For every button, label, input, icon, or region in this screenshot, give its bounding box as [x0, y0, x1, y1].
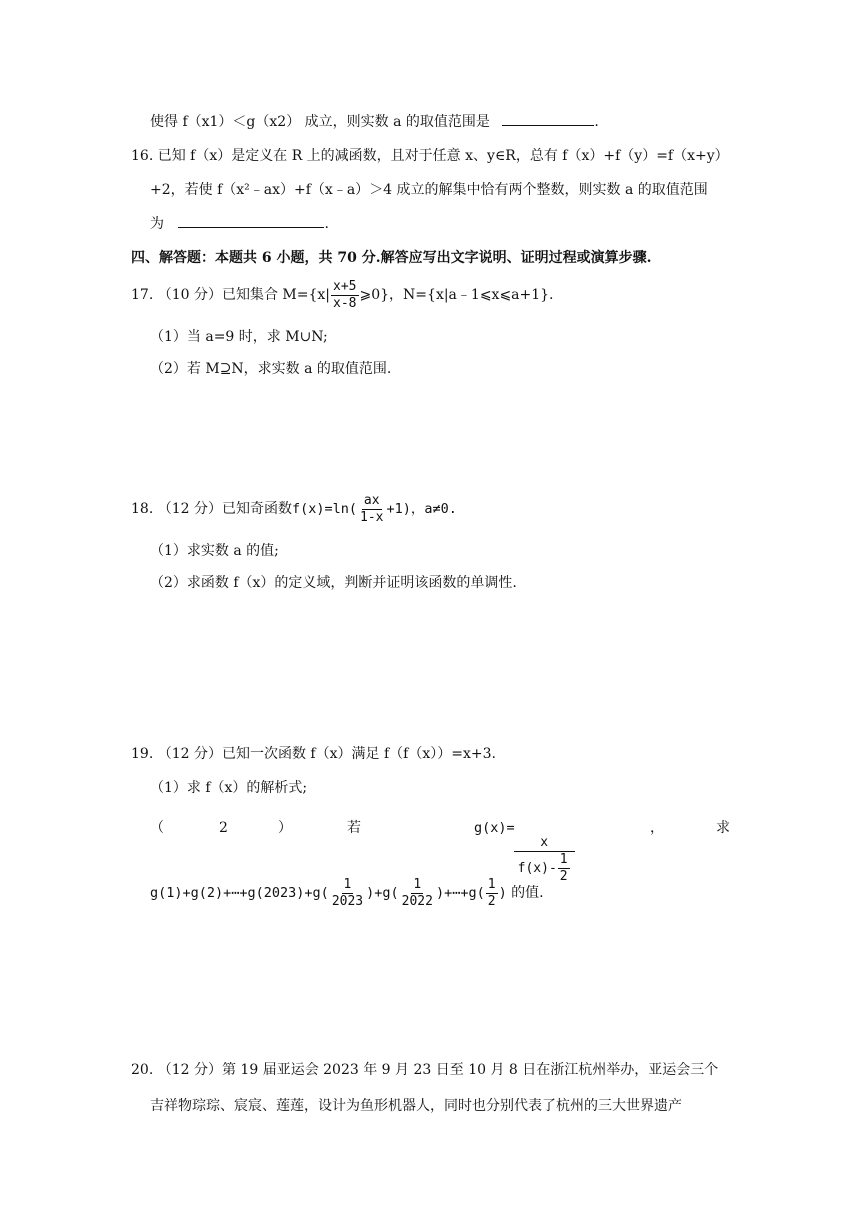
q19-part2-open: （	[150, 820, 164, 836]
q19-tail: 的值.	[511, 885, 544, 901]
q19-part2-if: 若	[347, 820, 361, 836]
q18-part2	[150, 573, 517, 593]
half-num: 1	[559, 852, 568, 867]
q17-part2	[150, 359, 391, 379]
g-def-den-pre: f(x)-	[517, 861, 557, 876]
sum-frac-2	[400, 877, 435, 910]
sum-c: )+⋯+g(	[435, 885, 485, 901]
q18-part2-text: （2）求函数 f（x）的定义域，判断并证明该函数的单调性.	[150, 575, 517, 591]
q19-part1-text: （1）求 f（x）的解析式;	[150, 780, 308, 796]
q15-end: .	[594, 114, 599, 130]
q18-fraction	[358, 493, 385, 526]
sum-frac-2-num: 1	[413, 876, 422, 892]
q20-number: 20.	[131, 1062, 154, 1078]
q17-frac-num: x+5	[333, 278, 357, 294]
q19-part2-close: ）	[278, 820, 292, 836]
sum-frac-1	[330, 877, 365, 910]
sum-frac-3	[486, 877, 498, 910]
q18-frac-den: 1-x	[360, 509, 384, 525]
q15-tail-line	[150, 112, 599, 132]
q18-part1-text: （1）求实数 a 的值;	[150, 543, 279, 559]
answer-blank-15[interactable]	[502, 125, 594, 126]
q17-post: ⩾0}，N={x|a﹣1⩽x⩽a+1}.	[359, 287, 554, 303]
q19-part2-num: 2	[219, 820, 228, 836]
q17-pre: （10 分）已知集合 M={x|	[157, 287, 331, 303]
q19-number: 19.	[131, 746, 154, 762]
q17-fraction	[331, 279, 358, 312]
q19-qiu: 求	[716, 820, 730, 836]
g-def-pre: g(x)=	[474, 820, 515, 836]
q16-line2	[150, 180, 708, 200]
half-fraction	[558, 852, 570, 885]
sum-a: g(1)+g(2)+⋯+g(2023)+g(	[150, 885, 329, 901]
section-heading	[131, 248, 651, 268]
q19-comma: ，	[650, 820, 664, 836]
q20-line1-text: （12 分）第 19 届亚运会 2023 年 9 月 23 日至 10 月 8 日在浙江杭州举办，亚运会三个	[157, 1062, 719, 1078]
q19-part1	[150, 778, 307, 798]
q18-part1	[150, 541, 279, 561]
q16-line3	[150, 214, 329, 234]
q20-line1	[131, 1060, 718, 1080]
q16-number: 16.	[131, 148, 154, 164]
q17-frac-den: x-8	[333, 295, 357, 311]
q17-stem	[131, 278, 554, 312]
q19-stem	[131, 744, 496, 764]
q18-func-pre: f(x)=ln(	[291, 501, 358, 517]
q16-line1-text: 已知 f（x）是定义在 R 上的减函数，且对于任意 x、y∈R，总有 f（x）+f（y）=f（x+y）	[157, 148, 729, 164]
q17-number: 17.	[131, 287, 154, 303]
q20-line2-text: 吉祥物琮琮、宸宸、莲莲，设计为鱼形机器人，同时也分别代表了杭州的三大世界遗产	[150, 1098, 682, 1114]
q18-stem	[131, 492, 457, 526]
q18-number: 18.	[131, 501, 154, 517]
sum-frac-1-den: 2023	[331, 893, 364, 909]
q16-line3-pre: 为	[150, 216, 164, 232]
q17-part1	[150, 327, 328, 347]
q18-pre: （12 分）已知奇函数	[157, 501, 292, 517]
q17-part1-text: （1）当 a=9 时，求 M∪N;	[150, 329, 328, 345]
half-den: 2	[559, 869, 568, 884]
sum-frac-3-den: 2	[487, 893, 496, 909]
sum-d: )	[498, 885, 507, 901]
q16-line1	[131, 146, 729, 166]
section4-heading-text: 四、解答题：本题共 6 小题，共 70 分.解答应写出文字说明、证明过程或演算步骤.	[131, 250, 652, 266]
answer-blank-16[interactable]	[178, 227, 324, 228]
sum-frac-3-num: 1	[487, 876, 496, 892]
sum-b: )+g(	[366, 885, 399, 901]
sum-frac-1-num: 1	[343, 876, 352, 892]
g-def-num: x	[514, 835, 575, 852]
q17-part2-text: （2）若 M⊇N，求实数 a 的取值范围.	[150, 361, 392, 377]
q20-line2	[150, 1096, 682, 1116]
sum-frac-2-den: 2022	[401, 893, 433, 909]
q15-tail-text: 使得 f（x1）＜g（x2） 成立，则实数 a 的取值范围是	[150, 114, 490, 130]
q18-frac-num: ax	[363, 492, 380, 508]
q16-line2-text: +2，若使 f（x²﹣ax）+f（x﹣a）＞4 成立的解集中恰有两个整数，则实数 a 的取值范围	[150, 182, 708, 198]
q19-stem-text: （12 分）已知一次函数 f（x）满足 f（f（x））=x+3.	[157, 746, 496, 762]
q19-sum-expression	[150, 874, 544, 912]
q18-func-post: +1)，a≠0.	[386, 501, 457, 517]
q16-end: .	[324, 216, 329, 232]
